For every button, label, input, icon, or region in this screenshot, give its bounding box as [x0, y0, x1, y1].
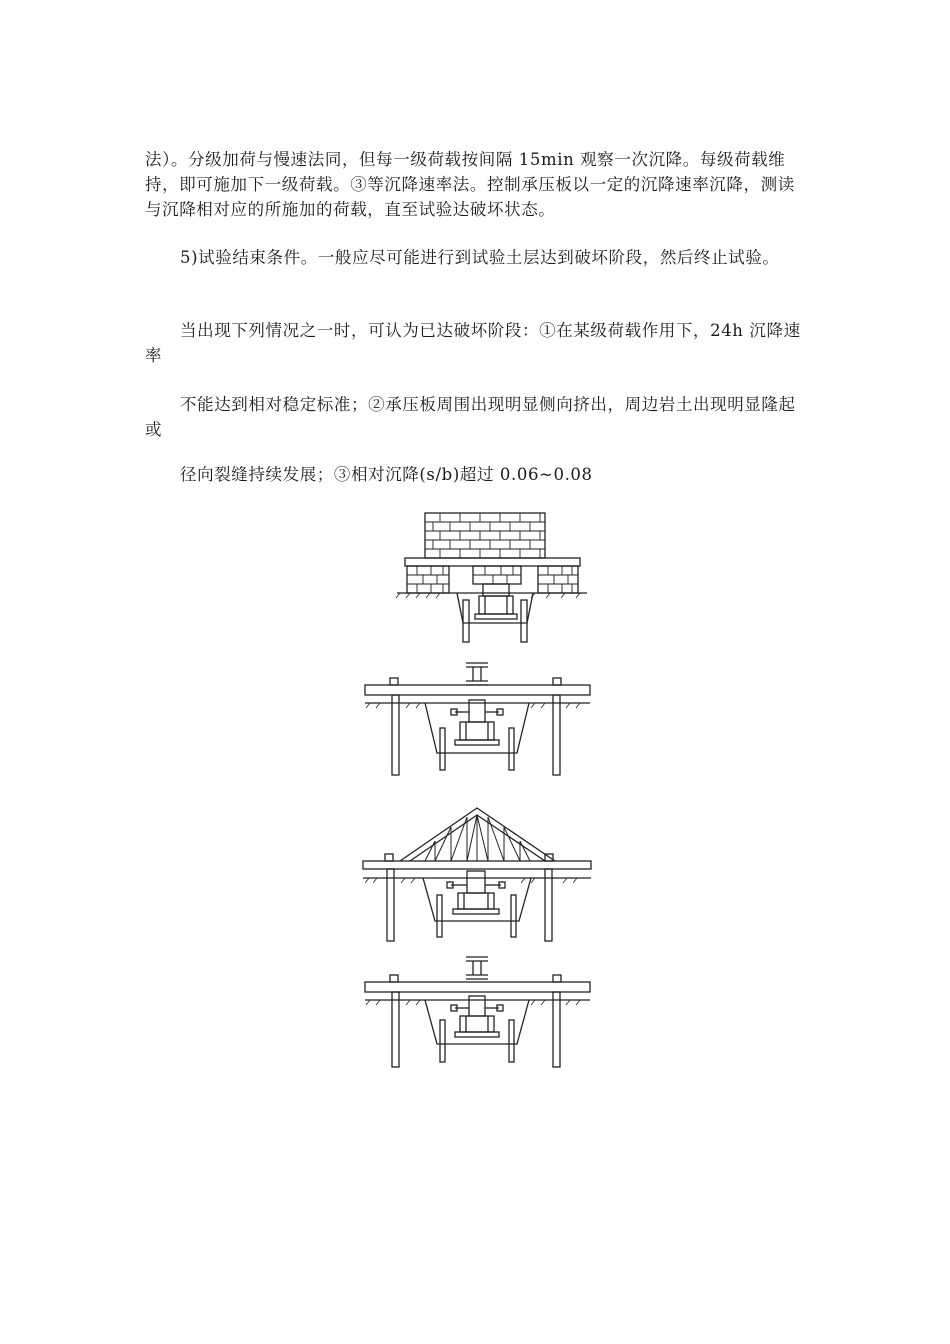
paragraph-failure-criteria-2: 不能达到相对稳定标准；②承压板周围出现明显侧向挤出，周边岩土出现明显隆起或 — [145, 395, 796, 439]
paragraph-failure-criteria-3: 径向裂缝持续发展；③相对沉降(s/b)超过 0.06~0.08 — [180, 465, 593, 484]
paragraph-loading-methods: 法）。分级加荷与慢速法同，但每一级荷载按间隔 15min 观察一次沉降。每级荷载维持，即可施加下一级荷载。③等沉降速率法。控制承压板以一定的沉降速率沉降，测读与沉降相对应的所施加的荷载，直至试验达破坏状态。 — [145, 150, 795, 219]
paragraph-end-conditions: 5)试验结束条件。一般应尽可能进行到试验土层达到破坏阶段，然后终止试验。 — [180, 248, 780, 267]
brick-load-platform-icon — [355, 505, 600, 645]
paragraph-failure-criteria-1: 当出现下列情况之一时，可认为已达破坏阶段：①在某级荷载作用下，24h 沉降速率 — [145, 321, 801, 365]
beam-anchor-pile-icon — [355, 658, 600, 783]
truss-anchor-pile-icon — [355, 803, 600, 948]
load-test-setup-figure — [355, 505, 600, 1075]
beam-anchor-pile-icon — [355, 952, 600, 1072]
